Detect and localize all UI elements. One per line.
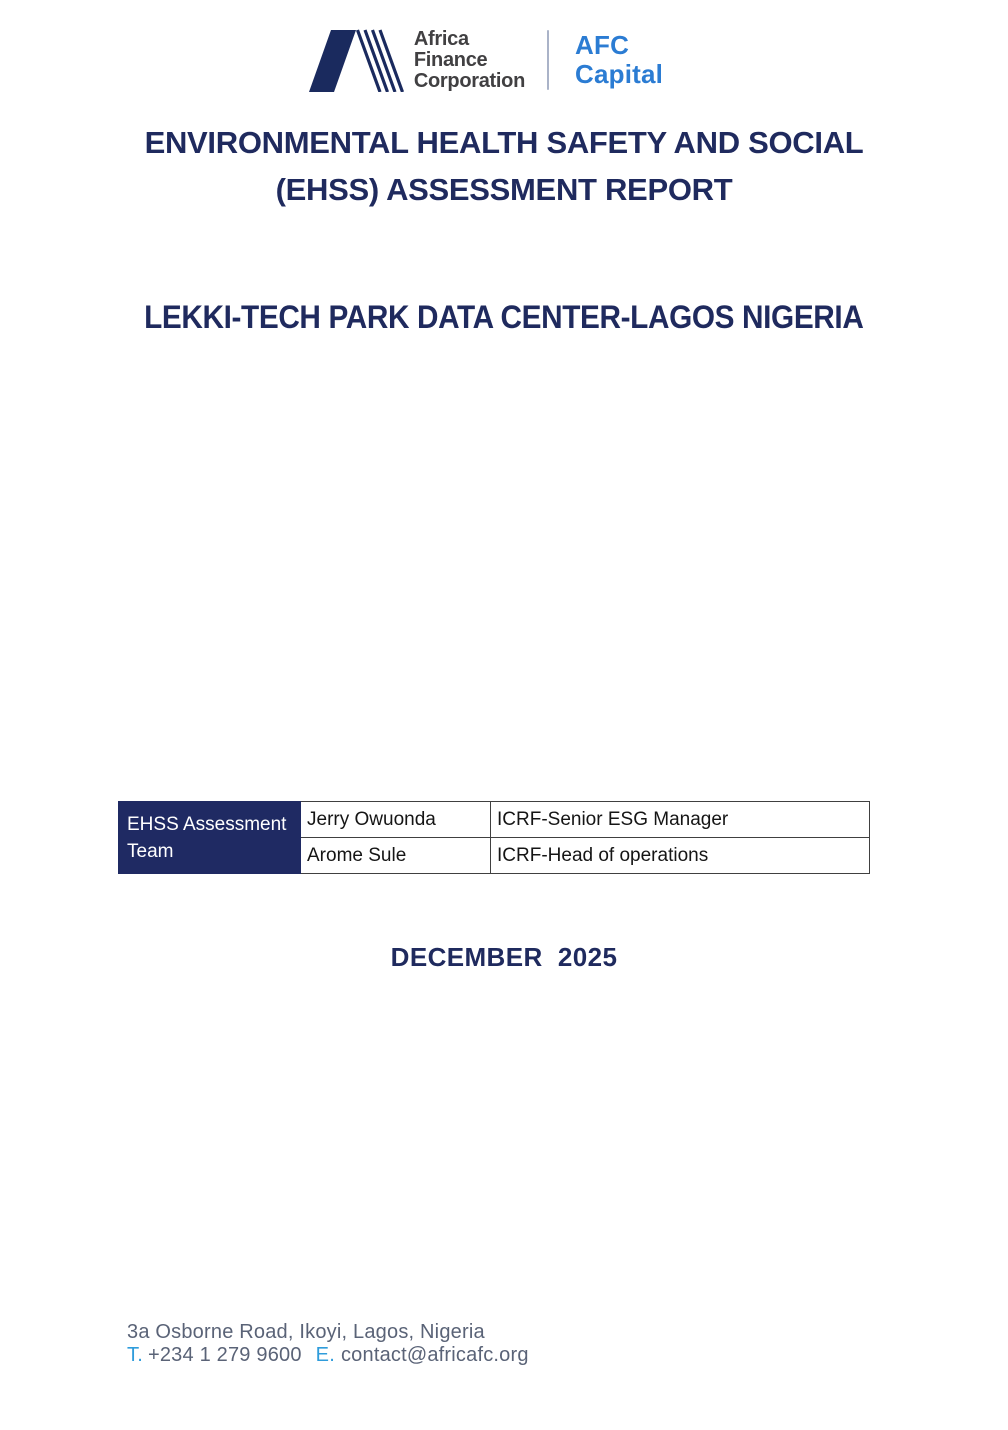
assessment-team-table [118,801,870,874]
footer-contact-line [127,1344,529,1367]
footer-phone: +234 1 279 9600 [147,1344,302,1366]
afc-capital-line-2: Capital [575,59,664,89]
afc-logo [0,28,990,92]
logo-org-name-line-3: Corporation [413,69,526,92]
table-row [119,802,870,838]
footer [127,1321,529,1367]
project-title-text: LEKKI-TECH PARK DATA CENTER-LAGOS NIGERIA [144,299,864,335]
team-member-name: Jerry Owuonda [301,802,491,838]
team-member-role: ICRF-Senior ESG Manager [491,802,870,838]
report-date: DECEMBER 2025 [390,942,618,972]
afc-logo-mark-icon [309,28,409,92]
report-title-line-1: ENVIRONMENTAL HEALTH SAFETY AND SOCIAL [144,125,864,160]
afc-capital-line-1: AFC [575,30,630,60]
project-title [0,297,1008,337]
team-table-header-cell: EHSS Assessment Team [119,802,301,874]
logo-org-name [414,29,525,92]
footer-address: 3a Osborne Road, Ikoyi, Lagos, Nigeria [127,1321,485,1343]
team-member-name: Arome Sule [301,838,491,874]
team-member-role: ICRF-Head of operations [491,838,870,874]
report-title-line-2: (EHSS) ASSESSMENT REPORT [275,172,733,207]
footer-email-label: E. [315,1344,335,1366]
logo-divider [547,30,549,90]
footer-email: contact@africafc.org [340,1344,529,1366]
footer-phone-label: T. [127,1344,143,1366]
logo-org-name-line-1: Africa [413,27,469,50]
report-title [0,119,1008,213]
afc-capital-wordmark [575,31,663,89]
logo-org-name-line-2: Finance [413,48,488,71]
